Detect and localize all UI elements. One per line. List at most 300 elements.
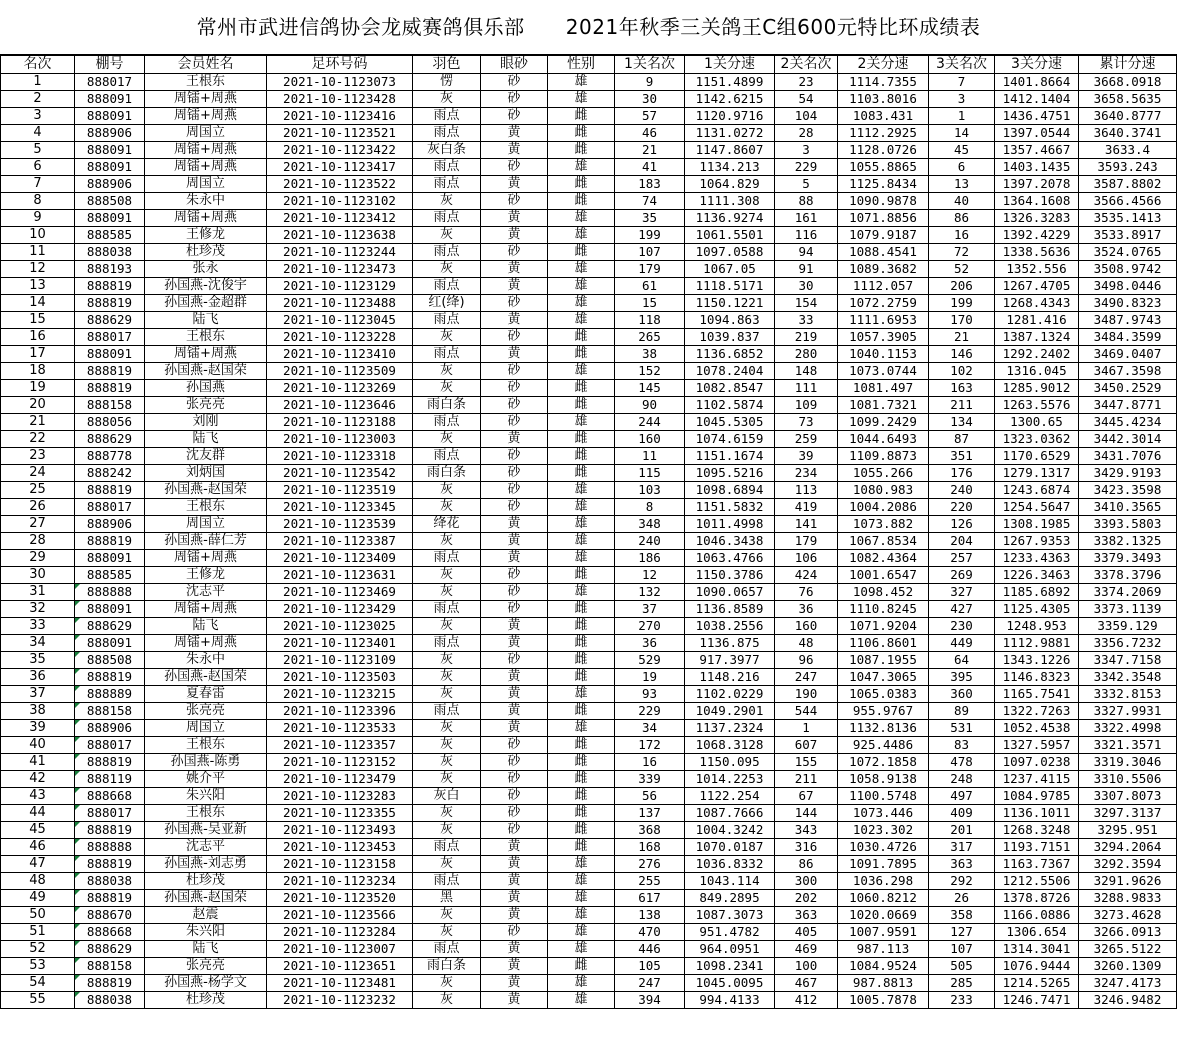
cell-stage1-rank[interactable]: 137: [615, 805, 685, 822]
cell-loft-id[interactable]: 888906: [75, 516, 145, 533]
cell-stage2-rank[interactable]: 419: [775, 499, 838, 516]
cell-member-name[interactable]: 孙国燕-陈勇: [145, 754, 267, 771]
cell-loft-id[interactable]: 888193: [75, 261, 145, 278]
cell-total-speed[interactable]: 3445.4234: [1079, 414, 1177, 431]
cell-feather-color[interactable]: 灰: [413, 975, 481, 992]
cell-rank[interactable]: 16: [1, 329, 75, 346]
cell-stage2-speed[interactable]: 987.8813: [838, 975, 929, 992]
cell-stage1-rank[interactable]: 183: [615, 176, 685, 193]
cell-sex[interactable]: 雄: [548, 516, 615, 533]
cell-stage3-rank[interactable]: 363: [929, 856, 995, 873]
cell-stage2-rank[interactable]: 111: [775, 380, 838, 397]
cell-stage3-rank[interactable]: 269: [929, 567, 995, 584]
cell-total-speed[interactable]: 3393.5803: [1079, 516, 1177, 533]
cell-rank[interactable]: 35: [1, 652, 75, 669]
cell-sex[interactable]: 雌: [548, 754, 615, 771]
cell-rank[interactable]: 55: [1, 992, 75, 1009]
cell-eye-sand[interactable]: 黄: [481, 210, 548, 227]
cell-total-speed[interactable]: 3347.7158: [1079, 652, 1177, 669]
cell-sex[interactable]: 雌: [548, 822, 615, 839]
cell-stage3-rank[interactable]: 220: [929, 499, 995, 516]
cell-sex[interactable]: 雌: [548, 652, 615, 669]
cell-stage2-rank[interactable]: 179: [775, 533, 838, 550]
cell-member-name[interactable]: 孙国燕-沈俊宇: [145, 278, 267, 295]
cell-stage2-rank[interactable]: 544: [775, 703, 838, 720]
cell-ring-number[interactable]: 2021-10-1123045: [267, 312, 413, 329]
cell-stage3-speed[interactable]: 1163.7367: [995, 856, 1079, 873]
cell-stage3-speed[interactable]: 1214.5265: [995, 975, 1079, 992]
cell-total-speed[interactable]: 3423.3598: [1079, 482, 1177, 499]
cell-total-speed[interactable]: 3307.8073: [1079, 788, 1177, 805]
cell-ring-number[interactable]: 2021-10-1123503: [267, 669, 413, 686]
cell-stage1-rank[interactable]: 93: [615, 686, 685, 703]
cell-loft-id[interactable]: 888119: [75, 771, 145, 788]
cell-feather-color[interactable]: 灰: [413, 737, 481, 754]
cell-loft-id[interactable]: 888017: [75, 74, 145, 91]
cell-sex[interactable]: 雄: [548, 873, 615, 890]
cell-stage1-speed[interactable]: 1150.1221: [685, 295, 775, 312]
cell-stage1-rank[interactable]: 240: [615, 533, 685, 550]
cell-member-name[interactable]: 王修龙: [145, 567, 267, 584]
cell-stage2-rank[interactable]: 155: [775, 754, 838, 771]
cell-stage1-speed[interactable]: 1039.837: [685, 329, 775, 346]
cell-stage1-speed[interactable]: 849.2895: [685, 890, 775, 907]
cell-stage1-speed[interactable]: 951.4782: [685, 924, 775, 941]
cell-rank[interactable]: 39: [1, 720, 75, 737]
cell-eye-sand[interactable]: 砂: [481, 193, 548, 210]
cell-loft-id[interactable]: 888819: [75, 822, 145, 839]
cell-rank[interactable]: 14: [1, 295, 75, 312]
cell-sex[interactable]: 雌: [548, 788, 615, 805]
cell-eye-sand[interactable]: 砂: [481, 295, 548, 312]
cell-ring-number[interactable]: 2021-10-1123409: [267, 550, 413, 567]
cell-stage2-rank[interactable]: 219: [775, 329, 838, 346]
cell-sex[interactable]: 雌: [548, 142, 615, 159]
cell-stage1-rank[interactable]: 199: [615, 227, 685, 244]
cell-ring-number[interactable]: 2021-10-1123638: [267, 227, 413, 244]
cell-rank[interactable]: 28: [1, 533, 75, 550]
cell-ring-number[interactable]: 2021-10-1123129: [267, 278, 413, 295]
cell-total-speed[interactable]: 3587.8802: [1079, 176, 1177, 193]
cell-loft-id[interactable]: 888668: [75, 924, 145, 941]
cell-feather-color[interactable]: 灰: [413, 584, 481, 601]
cell-stage2-speed[interactable]: 1080.983: [838, 482, 929, 499]
cell-feather-color[interactable]: 雨点: [413, 159, 481, 176]
cell-stage3-speed[interactable]: 1267.9353: [995, 533, 1079, 550]
cell-eye-sand[interactable]: 黄: [481, 686, 548, 703]
cell-stage2-speed[interactable]: 1023.302: [838, 822, 929, 839]
cell-member-name[interactable]: 王根东: [145, 805, 267, 822]
cell-eye-sand[interactable]: 砂: [481, 363, 548, 380]
cell-stage1-rank[interactable]: 21: [615, 142, 685, 159]
cell-member-name[interactable]: 孙国燕-吴亚新: [145, 822, 267, 839]
cell-stage2-rank[interactable]: 48: [775, 635, 838, 652]
cell-stage1-speed[interactable]: 1150.3786: [685, 567, 775, 584]
cell-stage2-speed[interactable]: 1081.7321: [838, 397, 929, 414]
cell-stage1-speed[interactable]: 1136.6852: [685, 346, 775, 363]
cell-sex[interactable]: 雄: [548, 210, 615, 227]
cell-eye-sand[interactable]: 砂: [481, 652, 548, 669]
cell-loft-id[interactable]: 888242: [75, 465, 145, 482]
cell-stage3-speed[interactable]: 1326.3283: [995, 210, 1079, 227]
cell-sex[interactable]: 雄: [548, 720, 615, 737]
cell-eye-sand[interactable]: 砂: [481, 737, 548, 754]
cell-sex[interactable]: 雌: [548, 346, 615, 363]
cell-sex[interactable]: 雄: [548, 278, 615, 295]
cell-eye-sand[interactable]: 砂: [481, 584, 548, 601]
cell-stage1-rank[interactable]: 617: [615, 890, 685, 907]
cell-stage2-rank[interactable]: 316: [775, 839, 838, 856]
cell-loft-id[interactable]: 888629: [75, 618, 145, 635]
cell-member-name[interactable]: 周镭+周燕: [145, 601, 267, 618]
cell-rank[interactable]: 52: [1, 941, 75, 958]
cell-loft-id[interactable]: 888819: [75, 754, 145, 771]
cell-stage3-speed[interactable]: 1243.6874: [995, 482, 1079, 499]
cell-stage3-speed[interactable]: 1193.7151: [995, 839, 1079, 856]
cell-rank[interactable]: 17: [1, 346, 75, 363]
cell-stage2-speed[interactable]: 1001.6547: [838, 567, 929, 584]
cell-sex[interactable]: 雄: [548, 686, 615, 703]
cell-ring-number[interactable]: 2021-10-1123412: [267, 210, 413, 227]
cell-stage3-speed[interactable]: 1397.2078: [995, 176, 1079, 193]
cell-feather-color[interactable]: 雨点: [413, 839, 481, 856]
cell-stage2-rank[interactable]: 234: [775, 465, 838, 482]
cell-rank[interactable]: 3: [1, 108, 75, 125]
cell-member-name[interactable]: 孙国燕-金超群: [145, 295, 267, 312]
cell-ring-number[interactable]: 2021-10-1123269: [267, 380, 413, 397]
cell-total-speed[interactable]: 3374.2069: [1079, 584, 1177, 601]
cell-rank[interactable]: 45: [1, 822, 75, 839]
cell-total-speed[interactable]: 3359.129: [1079, 618, 1177, 635]
cell-eye-sand[interactable]: 黄: [481, 992, 548, 1009]
cell-stage3-rank[interactable]: 409: [929, 805, 995, 822]
cell-stage1-rank[interactable]: 179: [615, 261, 685, 278]
cell-total-speed[interactable]: 3379.3493: [1079, 550, 1177, 567]
cell-ring-number[interactable]: 2021-10-1123521: [267, 125, 413, 142]
cell-stage3-speed[interactable]: 1136.1011: [995, 805, 1079, 822]
cell-stage2-rank[interactable]: 412: [775, 992, 838, 1009]
cell-loft-id[interactable]: 888017: [75, 805, 145, 822]
cell-sex[interactable]: 雌: [548, 176, 615, 193]
cell-feather-color[interactable]: 雨点: [413, 210, 481, 227]
cell-sex[interactable]: 雄: [548, 975, 615, 992]
cell-stage1-speed[interactable]: 1087.7666: [685, 805, 775, 822]
cell-rank[interactable]: 51: [1, 924, 75, 941]
cell-rank[interactable]: 9: [1, 210, 75, 227]
cell-stage2-rank[interactable]: 405: [775, 924, 838, 941]
cell-stage1-speed[interactable]: 1134.213: [685, 159, 775, 176]
cell-stage1-speed[interactable]: 1098.2341: [685, 958, 775, 975]
cell-stage1-rank[interactable]: 41: [615, 159, 685, 176]
cell-stage2-rank[interactable]: 148: [775, 363, 838, 380]
cell-rank[interactable]: 33: [1, 618, 75, 635]
cell-eye-sand[interactable]: 黄: [481, 941, 548, 958]
cell-stage3-speed[interactable]: 1364.1608: [995, 193, 1079, 210]
cell-ring-number[interactable]: 2021-10-1123488: [267, 295, 413, 312]
cell-eye-sand[interactable]: 砂: [481, 414, 548, 431]
cell-stage1-speed[interactable]: 1046.3438: [685, 533, 775, 550]
cell-stage3-speed[interactable]: 1246.7471: [995, 992, 1079, 1009]
cell-stage2-rank[interactable]: 73: [775, 414, 838, 431]
cell-sex[interactable]: 雌: [548, 448, 615, 465]
cell-stage3-speed[interactable]: 1166.0886: [995, 907, 1079, 924]
cell-sex[interactable]: 雄: [548, 312, 615, 329]
cell-eye-sand[interactable]: 黄: [481, 907, 548, 924]
cell-stage2-speed[interactable]: 1005.7878: [838, 992, 929, 1009]
cell-stage1-rank[interactable]: 168: [615, 839, 685, 856]
cell-eye-sand[interactable]: 砂: [481, 244, 548, 261]
cell-total-speed[interactable]: 3487.9743: [1079, 312, 1177, 329]
cell-total-speed[interactable]: 3382.1325: [1079, 533, 1177, 550]
cell-total-speed[interactable]: 3273.4628: [1079, 907, 1177, 924]
cell-sex[interactable]: 雄: [548, 533, 615, 550]
cell-stage3-speed[interactable]: 1279.1317: [995, 465, 1079, 482]
cell-stage3-rank[interactable]: 176: [929, 465, 995, 482]
cell-stage3-speed[interactable]: 1308.1985: [995, 516, 1079, 533]
cell-total-speed[interactable]: 3295.951: [1079, 822, 1177, 839]
cell-rank[interactable]: 36: [1, 669, 75, 686]
cell-rank[interactable]: 31: [1, 584, 75, 601]
cell-stage3-rank[interactable]: 201: [929, 822, 995, 839]
cell-feather-color[interactable]: 灰: [413, 91, 481, 108]
cell-eye-sand[interactable]: 黄: [481, 550, 548, 567]
cell-eye-sand[interactable]: 黄: [481, 176, 548, 193]
cell-stage1-speed[interactable]: 1090.0657: [685, 584, 775, 601]
cell-stage2-speed[interactable]: 1091.7895: [838, 856, 929, 873]
cell-stage2-rank[interactable]: 36: [775, 601, 838, 618]
cell-stage2-speed[interactable]: 1060.8212: [838, 890, 929, 907]
cell-ring-number[interactable]: 2021-10-1123152: [267, 754, 413, 771]
cell-member-name[interactable]: 孙国燕: [145, 380, 267, 397]
cell-rank[interactable]: 10: [1, 227, 75, 244]
cell-stage2-rank[interactable]: 154: [775, 295, 838, 312]
cell-loft-id[interactable]: 888819: [75, 669, 145, 686]
cell-eye-sand[interactable]: 砂: [481, 601, 548, 618]
cell-stage1-speed[interactable]: 1142.6215: [685, 91, 775, 108]
cell-rank[interactable]: 47: [1, 856, 75, 873]
cell-loft-id[interactable]: 888091: [75, 108, 145, 125]
cell-stage3-rank[interactable]: 45: [929, 142, 995, 159]
cell-ring-number[interactable]: 2021-10-1123453: [267, 839, 413, 856]
cell-member-name[interactable]: 周国立: [145, 176, 267, 193]
cell-loft-id[interactable]: 888091: [75, 142, 145, 159]
cell-total-speed[interactable]: 3658.5635: [1079, 91, 1177, 108]
cell-stage2-rank[interactable]: 54: [775, 91, 838, 108]
cell-stage3-rank[interactable]: 6: [929, 159, 995, 176]
cell-loft-id[interactable]: 888906: [75, 176, 145, 193]
cell-member-name[interactable]: 周国立: [145, 125, 267, 142]
cell-total-speed[interactable]: 3640.8777: [1079, 108, 1177, 125]
cell-eye-sand[interactable]: 黄: [481, 890, 548, 907]
cell-ring-number[interactable]: 2021-10-1123244: [267, 244, 413, 261]
cell-stage2-rank[interactable]: 1: [775, 720, 838, 737]
cell-member-name[interactable]: 姚介平: [145, 771, 267, 788]
cell-eye-sand[interactable]: 黄: [481, 227, 548, 244]
cell-stage3-rank[interactable]: 102: [929, 363, 995, 380]
cell-stage3-rank[interactable]: 163: [929, 380, 995, 397]
cell-eye-sand[interactable]: 黄: [481, 142, 548, 159]
cell-stage3-speed[interactable]: 1323.0362: [995, 431, 1079, 448]
cell-ring-number[interactable]: 2021-10-1123651: [267, 958, 413, 975]
cell-sex[interactable]: 雄: [548, 924, 615, 941]
cell-stage2-speed[interactable]: 1110.8245: [838, 601, 929, 618]
cell-stage2-speed[interactable]: 1098.452: [838, 584, 929, 601]
cell-stage1-speed[interactable]: 1087.3073: [685, 907, 775, 924]
cell-stage3-rank[interactable]: 1: [929, 108, 995, 125]
cell-feather-color[interactable]: 雨点: [413, 941, 481, 958]
cell-member-name[interactable]: 孙国燕-薛仁芳: [145, 533, 267, 550]
cell-ring-number[interactable]: 2021-10-1123357: [267, 737, 413, 754]
cell-stage3-rank[interactable]: 427: [929, 601, 995, 618]
cell-total-speed[interactable]: 3668.0918: [1079, 74, 1177, 91]
cell-total-speed[interactable]: 3342.3548: [1079, 669, 1177, 686]
cell-rank[interactable]: 18: [1, 363, 75, 380]
cell-stage3-speed[interactable]: 1412.1404: [995, 91, 1079, 108]
cell-stage3-rank[interactable]: 358: [929, 907, 995, 924]
cell-total-speed[interactable]: 3429.9193: [1079, 465, 1177, 482]
cell-stage1-rank[interactable]: 16: [615, 754, 685, 771]
cell-feather-color[interactable]: 灰: [413, 482, 481, 499]
cell-stage1-rank[interactable]: 57: [615, 108, 685, 125]
cell-rank[interactable]: 27: [1, 516, 75, 533]
cell-stage2-speed[interactable]: 1047.3065: [838, 669, 929, 686]
cell-stage3-rank[interactable]: 126: [929, 516, 995, 533]
cell-feather-color[interactable]: 灰: [413, 363, 481, 380]
cell-eye-sand[interactable]: 砂: [481, 805, 548, 822]
cell-feather-color[interactable]: 灰: [413, 193, 481, 210]
cell-ring-number[interactable]: 2021-10-1123429: [267, 601, 413, 618]
cell-rank[interactable]: 30: [1, 567, 75, 584]
cell-eye-sand[interactable]: 黄: [481, 958, 548, 975]
cell-rank[interactable]: 50: [1, 907, 75, 924]
cell-stage2-rank[interactable]: 363: [775, 907, 838, 924]
cell-stage2-rank[interactable]: 23: [775, 74, 838, 91]
cell-sex[interactable]: 雄: [548, 550, 615, 567]
cell-member-name[interactable]: 孙国燕-杨学文: [145, 975, 267, 992]
cell-sex[interactable]: 雌: [548, 839, 615, 856]
cell-stage3-rank[interactable]: 285: [929, 975, 995, 992]
cell-loft-id[interactable]: 888670: [75, 907, 145, 924]
cell-stage2-speed[interactable]: 1067.8534: [838, 533, 929, 550]
cell-stage2-speed[interactable]: 1090.9878: [838, 193, 929, 210]
cell-stage1-rank[interactable]: 30: [615, 91, 685, 108]
cell-rank[interactable]: 12: [1, 261, 75, 278]
cell-stage1-speed[interactable]: 1095.5216: [685, 465, 775, 482]
cell-feather-color[interactable]: 雨点: [413, 601, 481, 618]
cell-ring-number[interactable]: 2021-10-1123509: [267, 363, 413, 380]
cell-ring-number[interactable]: 2021-10-1123469: [267, 584, 413, 601]
cell-stage3-rank[interactable]: 21: [929, 329, 995, 346]
cell-ring-number[interactable]: 2021-10-1123481: [267, 975, 413, 992]
cell-stage2-rank[interactable]: 86: [775, 856, 838, 873]
cell-feather-color[interactable]: 灰: [413, 431, 481, 448]
cell-eye-sand[interactable]: 砂: [481, 924, 548, 941]
cell-stage1-speed[interactable]: 1036.8332: [685, 856, 775, 873]
cell-stage1-rank[interactable]: 9: [615, 74, 685, 91]
cell-feather-color[interactable]: 灰: [413, 499, 481, 516]
cell-stage2-speed[interactable]: 1099.2429: [838, 414, 929, 431]
cell-member-name[interactable]: 孙国燕-赵国荣: [145, 669, 267, 686]
cell-stage3-rank[interactable]: 211: [929, 397, 995, 414]
cell-member-name[interactable]: 周镭+周燕: [145, 142, 267, 159]
cell-eye-sand[interactable]: 黄: [481, 431, 548, 448]
cell-stage2-speed[interactable]: 1072.1858: [838, 754, 929, 771]
cell-stage3-rank[interactable]: 257: [929, 550, 995, 567]
cell-stage3-rank[interactable]: 230: [929, 618, 995, 635]
cell-feather-color[interactable]: 灰: [413, 567, 481, 584]
cell-sex[interactable]: 雄: [548, 74, 615, 91]
cell-member-name[interactable]: 张亮亮: [145, 703, 267, 720]
cell-stage2-rank[interactable]: 211: [775, 771, 838, 788]
cell-total-speed[interactable]: 3247.4173: [1079, 975, 1177, 992]
cell-stage2-speed[interactable]: 1106.8601: [838, 635, 929, 652]
cell-stage3-speed[interactable]: 1125.4305: [995, 601, 1079, 618]
cell-total-speed[interactable]: 3467.3598: [1079, 363, 1177, 380]
cell-member-name[interactable]: 陆飞: [145, 618, 267, 635]
cell-sex[interactable]: 雌: [548, 465, 615, 482]
cell-stage2-speed[interactable]: 1072.2759: [838, 295, 929, 312]
cell-stage2-speed[interactable]: 1073.446: [838, 805, 929, 822]
cell-feather-color[interactable]: 雨白条: [413, 397, 481, 414]
cell-stage3-rank[interactable]: 14: [929, 125, 995, 142]
cell-feather-color[interactable]: 雨点: [413, 125, 481, 142]
cell-stage1-rank[interactable]: 160: [615, 431, 685, 448]
cell-stage3-speed[interactable]: 1268.3248: [995, 822, 1079, 839]
cell-feather-color[interactable]: 灰: [413, 652, 481, 669]
cell-loft-id[interactable]: 888906: [75, 720, 145, 737]
cell-stage2-rank[interactable]: 300: [775, 873, 838, 890]
cell-member-name[interactable]: 朱兴阳: [145, 924, 267, 941]
cell-stage3-speed[interactable]: 1112.9881: [995, 635, 1079, 652]
cell-loft-id[interactable]: 888017: [75, 499, 145, 516]
cell-stage2-speed[interactable]: 987.113: [838, 941, 929, 958]
cell-eye-sand[interactable]: 黄: [481, 856, 548, 873]
cell-ring-number[interactable]: 2021-10-1123410: [267, 346, 413, 363]
cell-sex[interactable]: 雌: [548, 431, 615, 448]
cell-eye-sand[interactable]: 砂: [481, 754, 548, 771]
cell-stage3-speed[interactable]: 1170.6529: [995, 448, 1079, 465]
cell-stage1-rank[interactable]: 103: [615, 482, 685, 499]
cell-feather-color[interactable]: 雨白条: [413, 958, 481, 975]
cell-feather-color[interactable]: 灰: [413, 822, 481, 839]
cell-total-speed[interactable]: 3327.9931: [1079, 703, 1177, 720]
cell-stage2-speed[interactable]: 1030.4726: [838, 839, 929, 856]
cell-sex[interactable]: 雌: [548, 737, 615, 754]
cell-stage2-rank[interactable]: 100: [775, 958, 838, 975]
cell-stage3-rank[interactable]: 478: [929, 754, 995, 771]
cell-stage1-speed[interactable]: 1131.0272: [685, 125, 775, 142]
cell-rank[interactable]: 1: [1, 74, 75, 91]
cell-feather-color[interactable]: 灰: [413, 992, 481, 1009]
cell-stage1-rank[interactable]: 8: [615, 499, 685, 516]
cell-stage3-rank[interactable]: 87: [929, 431, 995, 448]
cell-loft-id[interactable]: 888017: [75, 737, 145, 754]
cell-total-speed[interactable]: 3593.243: [1079, 159, 1177, 176]
cell-member-name[interactable]: 周镭+周燕: [145, 108, 267, 125]
cell-stage3-rank[interactable]: 107: [929, 941, 995, 958]
cell-stage2-speed[interactable]: 1081.497: [838, 380, 929, 397]
cell-stage2-speed[interactable]: 1088.4541: [838, 244, 929, 261]
cell-feather-color[interactable]: 灰: [413, 907, 481, 924]
cell-stage1-rank[interactable]: 11: [615, 448, 685, 465]
cell-stage1-rank[interactable]: 105: [615, 958, 685, 975]
cell-stage3-speed[interactable]: 1254.5647: [995, 499, 1079, 516]
cell-stage1-speed[interactable]: 1136.8589: [685, 601, 775, 618]
cell-stage1-speed[interactable]: 1082.8547: [685, 380, 775, 397]
cell-loft-id[interactable]: 888038: [75, 992, 145, 1009]
cell-sex[interactable]: 雄: [548, 363, 615, 380]
cell-stage3-rank[interactable]: 233: [929, 992, 995, 1009]
